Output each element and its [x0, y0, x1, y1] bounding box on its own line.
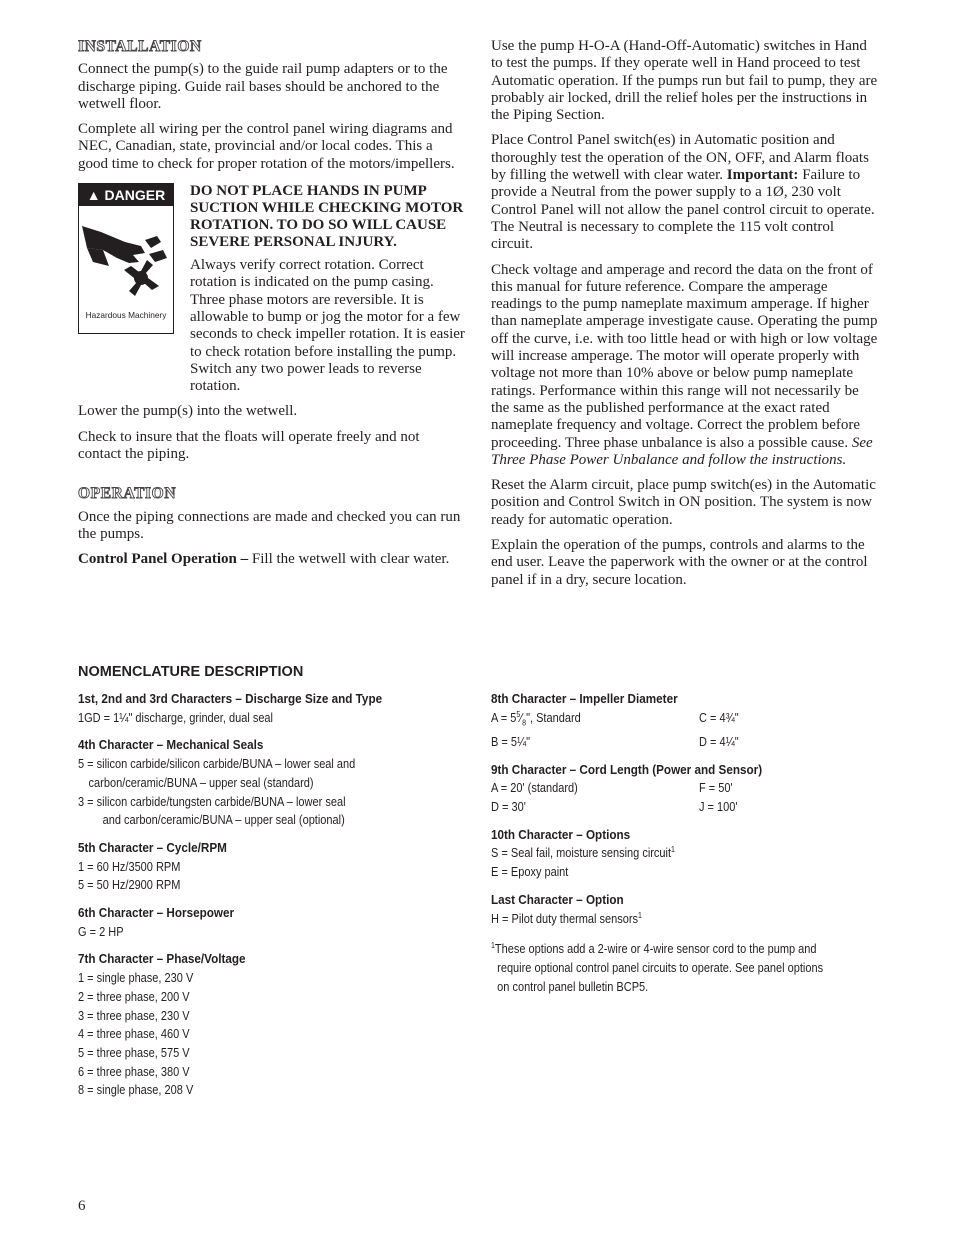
char-7-value: 8 = single phase, 208 V	[78, 1083, 194, 1098]
nomenclature-right	[491, 690, 881, 1005]
footnote-marker: 1	[671, 845, 675, 855]
char-7-value: 4 = three phase, 460 V	[78, 1027, 190, 1042]
nomenclature-title: NOMENCLATURE DESCRIPTION	[78, 664, 304, 680]
right-paragraph-3	[491, 262, 879, 470]
char-8-value-a: $A = 5^5⁄_8$", Standard	[491, 709, 581, 728]
important-text: Failure to provide a Neutral from the power supply to a 1Ø, 230 volt Control Panel will not allow the panel control circuit to operate. The Neutral is necessary to complete the 115 volt control circuit.	[491, 167, 875, 253]
char-6-heading: 6th Character – Horsepower	[78, 905, 235, 921]
operation-paragraph-2	[78, 551, 466, 568]
install-paragraph-4: Check to insure that the floats will operate freely and not contact the piping.	[78, 428, 420, 463]
char-5-value-5: 5 = 50 Hz/2900 RPM	[78, 878, 181, 893]
left-column	[78, 38, 466, 577]
footnote-text-1: These options add a 2-wire or 4-wire sensor cord to the pump and	[494, 942, 817, 957]
nomenclature-group-7	[78, 950, 468, 1100]
nomenclature-group-6	[78, 904, 468, 941]
char-7-value: 2 = three phase, 200 V	[78, 989, 190, 1004]
nomenclature-group-123	[78, 690, 468, 727]
char-10-s-text: S = Seal fail, moisture sensing circuit	[491, 846, 672, 861]
char-10-heading: 10th Character – Options	[491, 826, 631, 842]
char-5-heading: 5th Character – Cycle/RPM	[78, 839, 227, 855]
right-paragraph-2	[491, 132, 879, 253]
char-9-heading: 9th Character – Cord Length (Power and Sensor)	[491, 761, 763, 777]
char-7-value: 3 = three phase, 230 V	[78, 1008, 190, 1023]
char-8-a-prefix: A = 5	[491, 710, 517, 725]
char-8-heading: 8th Character – Impeller Diameter	[491, 691, 678, 706]
install-paragraph-1: Connect the pump(s) to the guide rail pump adapters or to the discharge piping. Guide rail bases should be anchored to the wetwell floor.	[78, 61, 448, 112]
last-char-heading: Last Character – Option	[491, 891, 624, 907]
char-8-row-2	[491, 733, 881, 752]
char-9-row-2	[491, 798, 881, 817]
nomenclature-left	[78, 690, 468, 1109]
nomenclature-group-9	[491, 761, 881, 817]
nomenclature-group-8	[491, 690, 881, 752]
char-8-row-1	[491, 709, 881, 733]
right-column	[491, 38, 879, 597]
install-paragraph-2: Complete all wiring per the control panel wiring diagrams and NEC, Canadian, state, provincial and/or local codes. This a good time to check for proper rotation of the motors/impellers.	[78, 121, 455, 172]
nomenclature-group-10	[491, 826, 881, 882]
char-8-a-numerator: 5	[516, 709, 521, 719]
char-8-value-d: D = 4¼"	[699, 734, 739, 749]
char-9-row-1	[491, 779, 881, 798]
char-9-value-f: F = 50'	[699, 781, 733, 796]
install-paragraph-3: Lower the pump(s) into the wetwell.	[78, 403, 298, 420]
footnote-marker: 1	[638, 910, 642, 920]
danger-label: ▲ DANGER	[79, 184, 173, 206]
char-8-a-suffix: ", Standard	[526, 710, 581, 725]
unbalance-reference: See Three Phase Power Unbalance and follow the instructions.	[491, 434, 873, 468]
char-7-value: 6 = three phase, 380 V	[78, 1064, 190, 1079]
right-paragraph-1: Use the pump H-O-A (Hand-Off-Automatic) switches in Hand to test the pumps. If they operate well in Hand proceed to test Automatic operation. If the pumps run but fail to pump, they are probably air locked, drill the relief holes per the instructions in the Piping Section.	[491, 38, 878, 124]
nomenclature-group-last	[491, 891, 881, 928]
control-panel-operation-label: Control Panel Operation –	[78, 551, 249, 568]
voltage-text: Check voltage and amperage and record the data on the front of this manual for future reference. Compare the amperage readings to the pump nameplate maximum amperage. If higher than nameplate amperage investigate cause. Operating the pump off the curve, i.e. with too little head or with high or low voltage will increase amperage. The motor will operate properly with voltage not more than 10% above or below pump nameplate ratings. Performance within this range will not necessarily be the same as the published performance at the exact rated nameplate frequency and voltage. Correct the problem before proceeding. Three phase unbalance is also a possible cause.	[491, 261, 878, 451]
footnote-number: 1	[491, 941, 495, 951]
last-char-value	[491, 910, 834, 929]
char-4-value-3b: and carbon/ceramic/BUNA – upper seal (optional)	[102, 813, 345, 828]
char-10-value-e: E = Epoxy paint	[491, 865, 569, 880]
control-panel-operation-text: Fill the wetwell with clear water.	[248, 551, 450, 568]
page-number: 6	[78, 1198, 86, 1214]
right-paragraph-5: Explain the operation of the pumps, controls and alarms to the end user. Leave the paperwork with the owner or at the control panel if in a dry, secure location.	[491, 537, 868, 588]
char-4-heading: 4th Character – Mechanical Seals	[78, 737, 264, 753]
char-9-value-a: A = 20' (standard)	[491, 781, 578, 796]
char-4-value-5b: carbon/ceramic/BUNA – upper seal (standard)	[88, 775, 314, 790]
rotation-paragraph: Always verify correct rotation. Correct rotation is indicated on the pump casing. Three phase motors are reversible. It is allowable to bump or jog the motor for a few seconds to check impeller rotation. It is easier to check rotation before installing the pump. Switch any two power leads to reverse rotation.	[190, 257, 465, 395]
char-7-value: 5 = three phase, 575 V	[78, 1045, 190, 1060]
danger-warning: DO NOT PLACE HANDS IN PUMP SUCTION WHILE CHECKING MOTOR ROTATION. TO DO SO WILL CAUSE SEVERE PERSONAL INJURY.	[190, 183, 464, 251]
danger-text	[190, 183, 466, 395]
char-123-heading: 1st, 2nd and 3rd Characters – Discharge Size and Type	[78, 691, 383, 706]
nomenclature-group-5	[78, 839, 468, 895]
char-9-value-d: D = 30'	[491, 800, 526, 815]
footnote	[491, 940, 881, 996]
hazardous-machinery-icon	[79, 206, 173, 306]
last-char-h-text: H = Pilot duty thermal sensors	[491, 911, 639, 926]
operation-paragraph-1: Once the piping connections are made and checked you can run the pumps.	[78, 508, 461, 542]
installation-heading: INSTALLATION	[78, 38, 202, 55]
danger-block	[78, 183, 466, 395]
right-paragraph-4: Reset the Alarm circuit, place pump switch(es) in the Automatic position and Control Switch in ON position. The system is now ready for automatic operation.	[491, 477, 876, 528]
danger-sign	[78, 183, 174, 334]
footnote-line-3: on control panel bulletin BCP5.	[497, 979, 649, 994]
right-paragraph-2-text: Place Control Panel switch(es) in Automatic position and thoroughly test the operation of the ON, OFF, and Alarm floats by filling the wetwell with clear water.	[491, 132, 869, 184]
char-8-a-denominator: 8	[522, 718, 527, 728]
char-9-value-j: J = 100'	[699, 800, 738, 815]
footnote-line-1	[491, 940, 834, 959]
char-6-value: G = 2 HP	[78, 924, 124, 939]
char-7-value: 1 = single phase, 230 V	[78, 971, 194, 986]
char-8-value-c: C = 4¾"	[699, 710, 739, 725]
char-5-value-1: 1 = 60 Hz/3500 RPM	[78, 859, 181, 874]
char-123-value: 1GD = 1¼" discharge, grinder, dual seal	[78, 710, 274, 725]
footnote-line-2: require optional control panel circuits to operate. See panel options	[497, 960, 824, 975]
danger-caption: Hazardous Machinery	[85, 309, 167, 320]
operation-heading: OPERATION	[78, 485, 177, 503]
char-7-heading: 7th Character – Phase/Voltage	[78, 951, 246, 967]
important-label: Important:	[726, 167, 799, 184]
char-10-value-s	[491, 844, 834, 863]
char-4-value-3a: 3 = silicon carbide/tungsten carbide/BUNA – lower seal	[78, 794, 346, 809]
char-8-value-b: B = 5¼"	[491, 734, 531, 749]
char-4-value-5a: 5 = silicon carbide/silicon carbide/BUNA – lower seal and	[78, 757, 356, 772]
nomenclature-group-4	[78, 736, 468, 830]
